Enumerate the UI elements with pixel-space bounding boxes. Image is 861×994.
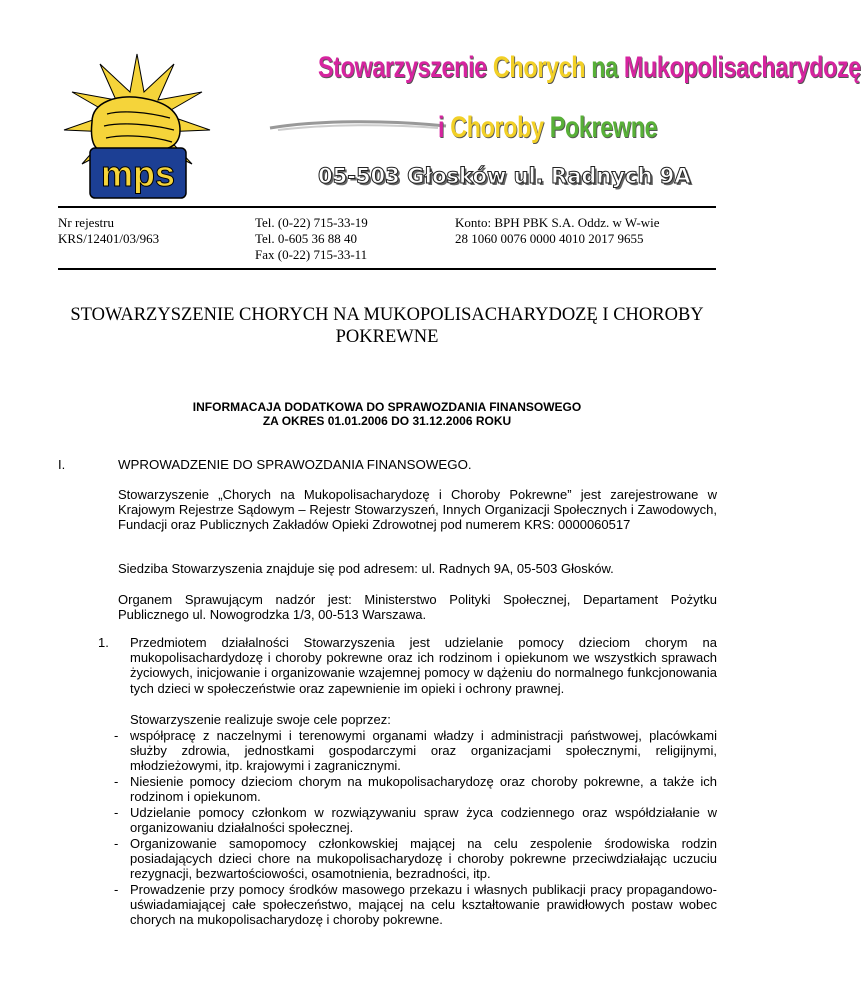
fax: Fax (0-22) 715-33-11 — [255, 247, 368, 262]
wordart-word: i — [438, 111, 451, 144]
paragraph-supervisor: Organem Sprawującym nadzór jest: Ministerstwo Polityki Społecznej, Departament Pożytku Publicznego ul. Nowogrodzka 1/3, 00-513 Warszawa. — [118, 592, 717, 623]
wordart-word: Chorych — [492, 51, 592, 84]
bullet-text: współpracę z naczelnymi i terenowymi organami władzy i administracji państwowej, placówkami służby zdrowia, jednostkami gospodarczymi oraz organizacjami społecznymi, religijnymi, młodzieżowymi, itp. krajowymi i zagranicznymi. — [130, 728, 717, 774]
list-item-text: Przedmiotem działalności Stowarzyszenia jest udzielanie pomocy dzieciom chorym na mukopolisachardydozę i choroby pokrewne oraz ich rodzinom i opiekunom we wszystkich sprawach życiowych, inicjowanie i organizowanie wzajemnej pomocy w dążeniu do normalnego funkcjonowania tych dzieci w społeczeństwie oraz zapewnienie im opieki i ochrony prawnej. — [130, 635, 717, 696]
contact-info — [255, 215, 368, 263]
wordart-word: na — [591, 51, 624, 84]
registry-info — [58, 215, 159, 247]
bank-info — [455, 215, 660, 247]
swoosh-decoration — [268, 118, 448, 134]
mps-logo — [62, 52, 212, 202]
bullet-item — [98, 728, 717, 774]
report-title-line2: ZA OKRES 01.01.2006 DO 31.12.2006 ROKU — [262, 414, 512, 428]
section-number: I. — [58, 457, 66, 472]
report-title-line1: INFORMACAJA DODATKOWA DO SPRAWOZDANIA FINANSOWEGO — [192, 400, 582, 414]
bullet-dash: - — [114, 774, 119, 789]
paragraph-seat: Siedziba Stowarzyszenia znajduje się pod adresem: ul. Radnych 9A, 05-503 Głosków. — [118, 561, 614, 576]
header-rule-bottom — [58, 268, 716, 270]
bullet-item — [98, 836, 717, 882]
bullet-text: Niesienie pomocy dzieciom chorym na mukopolisacharydozę oraz choroby pokrewne, a także ich rodzinom i opiekunom. — [130, 774, 717, 805]
registry-number: KRS/12401/03/963 — [58, 231, 160, 246]
wordart-word: Choroby — [450, 111, 550, 144]
org-name-text-line1 — [318, 51, 861, 84]
bullet-item — [98, 882, 717, 928]
org-name-line1 — [318, 50, 861, 86]
org-name-text-line2 — [438, 111, 657, 144]
registry-label: Nr rejestru — [58, 215, 114, 230]
document-title — [58, 304, 716, 348]
list-item-1 — [98, 635, 717, 696]
document-title-line1: STOWARZYSZENIE CHORYCH NA MUKOPOLISACHARYDOZĘ I CHOROBY — [70, 305, 704, 325]
bullet-dash: - — [114, 836, 119, 851]
list-item-lead: Stowarzyszenie realizuje swoje cele poprzez: — [130, 712, 391, 727]
bullet-dash: - — [114, 882, 119, 897]
section-heading: WPROWADZENIE DO SPRAWOZDANIA FINANSOWEGO. — [118, 457, 472, 472]
wordart-word: Stowarzyszenie — [318, 51, 493, 84]
org-name-line2 — [438, 110, 657, 146]
list-item-marker: 1. — [98, 635, 109, 650]
wordart-word: Mukopolisacharydozę — [623, 51, 861, 84]
wordart-word: Pokrewne — [549, 111, 658, 144]
document-title-line2: POKREWNE — [335, 327, 439, 347]
bank-name: Konto: BPH PBK S.A. Oddz. w W-wie — [455, 215, 660, 230]
paragraph-registration: Stowarzyszenie „Chorych na Mukopolisacharydozę i Choroby Pokrewne” jest zarejestrowane w Krajowym Rejestrze Sądowym – Rejestr Stowarzyszeń, Innych Organizacji Społecznych i Zawodowych, Fundacji oraz Publicznych Zakładów Opieki Zdrowotnej pod numerem KRS: 0000060517 — [118, 487, 717, 533]
bullet-dash: - — [114, 728, 119, 743]
bullet-item — [98, 774, 717, 804]
header-address: 05-503 Głosków ul. Radnych 9A — [318, 164, 691, 188]
header-rule-top — [58, 206, 716, 208]
bullet-item — [98, 805, 717, 835]
logo-text: mps — [100, 153, 176, 194]
report-title — [58, 400, 716, 428]
bullet-text: Prowadzenie przy pomocy środków masowego przekazu i własnych publikacji pracy propagandowo-uświadamiającej całe społeczeństwo, mającej na celu kształtowanie prawidłowych postaw wobec chorych na mukopolisacharydozę i choroby pokrewne. — [130, 882, 717, 928]
bullet-dash: - — [114, 805, 119, 820]
phone-2: Tel. 0-605 36 88 40 — [255, 231, 357, 246]
bank-account: 28 1060 0076 0000 4010 2017 9655 — [455, 231, 644, 246]
bullet-text: Udzielanie pomocy członkom w rozwiązywaniu spraw życa codziennego oraz współdziałanie w organizowaniu działalności społecznej. — [130, 805, 717, 836]
phone-1: Tel. (0-22) 715-33-19 — [255, 215, 368, 230]
bullet-text: Organizowanie samopomocy członkowskiej mającej na celu zespolenie środowiska rodzin posiadających dzieci chore na mukopolisacharydozę i choroby pokrewne przeciwdziałając uczuciu rezygnacji, bezwartościowości, osamotnienia, bezradności, itp. — [130, 836, 717, 882]
